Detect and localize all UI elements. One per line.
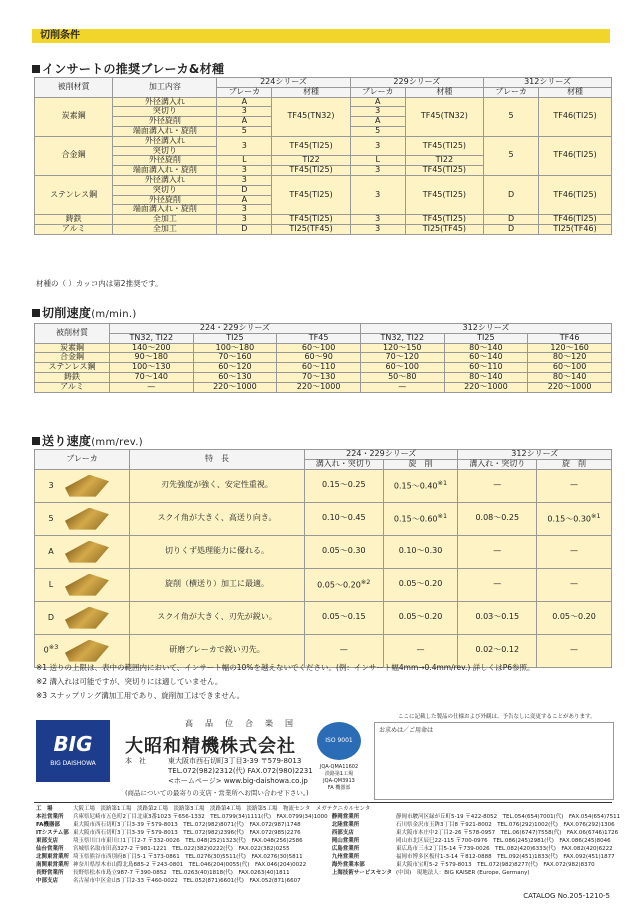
- office-name: 長野営業所: [36, 870, 64, 876]
- cell: 70～130: [277, 372, 361, 382]
- cell: —: [360, 382, 444, 392]
- office-info: 東大阪市本庄中2丁目2-26 〒578-0957 TEL.06(6747)7558(代) FAX.06(6746)1726: [395, 830, 619, 836]
- insert-icon: [65, 640, 109, 662]
- cell: 100～130: [110, 363, 194, 373]
- office-name: 南関東営業所: [36, 862, 70, 868]
- cell: L: [350, 156, 405, 166]
- row-proc: 外径溝入れ: [113, 175, 217, 185]
- hq-tel: TEL.072(982)2312(代) FAX.072(980)2231: [168, 767, 313, 775]
- cell: 0.05～0.15: [305, 601, 384, 634]
- office-name: 工 場: [36, 806, 53, 812]
- office-name: 西部支店: [331, 830, 354, 836]
- feature: スクイ角が大きく、刃先が鋭い。: [130, 601, 305, 634]
- office-name: FA機器部: [36, 822, 60, 828]
- t1-note: 材種の（ ）カッコ内は第2推奨です。: [36, 279, 163, 288]
- th-c: TN32, TI22: [360, 333, 444, 343]
- feed-rate-table: [34, 449, 612, 668]
- cell: [383, 502, 458, 535]
- cell-value: 0.15～0.40: [393, 481, 438, 491]
- hq-label: 本 社: [125, 757, 146, 765]
- company-logo: [36, 720, 110, 782]
- cell: 5: [350, 126, 405, 136]
- cell: 50～80: [360, 372, 444, 382]
- th-g1: 材種: [272, 87, 350, 97]
- th-c: TF45: [277, 333, 361, 343]
- office-info: 東大阪市西石切町3丁目3-39 〒579-8013 TEL.072(982)8071(代) FAX.072(987)1748: [73, 822, 301, 828]
- office-info: (中国) 現地法人：BIG KAISER (Europe, Germany): [395, 870, 530, 876]
- row-proc: 端面溝入れ・旋削: [113, 126, 217, 136]
- section-tag: 切削条件: [32, 29, 610, 43]
- cell: 3: [217, 107, 272, 117]
- th-g3: 材種: [539, 87, 612, 97]
- cell: 60～100: [277, 343, 361, 353]
- office-info: 東大阪市宝町5-2 〒579-8013 TEL.072(982)8277(代) FAX.072(982)8370: [395, 862, 595, 868]
- breaker-code: 3: [48, 481, 54, 491]
- th-c: TI25: [193, 333, 277, 343]
- office-name: 上海技術サービスセンタ: [331, 870, 392, 876]
- slogan: 高品位合楽国: [185, 719, 305, 728]
- t1-title: インサートの推奨ブレーカ&材種: [32, 60, 224, 77]
- iso-line: 淡路第1工場: [324, 771, 354, 777]
- th-312: 312シリーズ: [484, 78, 612, 88]
- row-proc: 突切り: [113, 185, 217, 195]
- cell: 220～1000: [444, 382, 528, 392]
- th-g: 溝入れ・突切り: [458, 459, 537, 469]
- th-s1: 224・229シリーズ: [110, 324, 361, 334]
- th-b2: ブレーカ: [350, 87, 405, 97]
- cell: —: [458, 535, 537, 568]
- website: <ホームページ> www.big-daishowa.co.jp: [168, 777, 308, 785]
- cell: TF45(TN32): [272, 97, 350, 136]
- cell: 5: [217, 126, 272, 136]
- row-mat: 鋳鉄: [35, 215, 113, 225]
- th-c: TF46: [528, 333, 612, 343]
- feature: 切りくず処理能力に優れる。: [130, 535, 305, 568]
- row-proc: 外径旋削: [113, 117, 217, 127]
- cell: D: [217, 224, 272, 234]
- cell: 0.10～0.45: [305, 502, 384, 535]
- breaker-code: D: [47, 613, 55, 623]
- cell: 0.05～0.30: [305, 535, 384, 568]
- cell: 60～140: [444, 353, 528, 363]
- cell: 220～1000: [277, 382, 361, 392]
- office-info: 静岡市駿河区緑が丘町5-19 〒422-8052 TEL.054(654)7001(代) FAX.054(654)7511: [395, 814, 621, 820]
- office-name: 広島営業所: [331, 846, 360, 852]
- cell: [305, 568, 384, 601]
- cell: TF45(TI25): [405, 215, 483, 225]
- office-info: 福岡市博多区板付1-3-14 〒812-0888 TEL.092(451)1833(代) FAX.092(451)1877: [395, 854, 615, 860]
- row-proc: 外径旋削: [113, 195, 217, 205]
- row-mat: ステンレス鋼: [35, 175, 113, 214]
- office-name: 海外営業本部: [331, 862, 365, 868]
- office-name: 静岡営業所: [331, 814, 360, 820]
- iso-line: JQA-QM3913: [323, 778, 355, 784]
- row-proc: 突切り: [113, 146, 217, 156]
- office-name: 中部支店: [36, 878, 59, 884]
- cell: 220～1000: [528, 382, 612, 392]
- t3-note-1: ※1 送りの上限は、表中の範囲内において、インサート幅の10%を越えないでください。(例：インサート幅4mm→0.4mm/rev.) 詳しくはP6参照。: [36, 663, 535, 672]
- breaker-code: [37, 644, 65, 655]
- breaker-code: L: [48, 580, 54, 590]
- footnote-mark: ※1: [437, 511, 448, 520]
- cell: 0.10～0.30: [383, 535, 458, 568]
- cell: 140～200: [110, 343, 194, 353]
- cell: 3: [217, 205, 272, 215]
- cell: 80～140: [444, 343, 528, 353]
- th-s1: 224・229シリーズ: [305, 450, 458, 460]
- cell-value: 0.15～0.30: [547, 514, 592, 524]
- cell: 60～110: [444, 363, 528, 373]
- th-c: TI25: [444, 333, 528, 343]
- cell: 3: [217, 175, 272, 185]
- iso-label: ISO 9001: [325, 737, 353, 744]
- th-mat: 被削材質: [35, 78, 113, 98]
- cell: 60～130: [193, 372, 277, 382]
- cell: A: [217, 97, 272, 107]
- cell: 5: [484, 97, 539, 136]
- th-breaker: ブレーカ: [35, 450, 130, 470]
- th-g: 溝入れ・突切り: [305, 459, 384, 469]
- row-mat: 鋳鉄: [35, 372, 110, 382]
- feature: 刃先強度が強く、安定性重視。: [130, 469, 305, 502]
- cell: TF45(TI25): [405, 166, 483, 176]
- cell: L: [217, 156, 272, 166]
- cell: TF45(TI25): [272, 166, 350, 176]
- cell: 70～120: [360, 353, 444, 363]
- cell: 0.05～0.20: [537, 601, 612, 634]
- iso-badge: [317, 722, 361, 760]
- th-224: 224シリーズ: [217, 78, 350, 88]
- cell: TI25(TF45): [405, 224, 483, 234]
- hq-address: 東大阪市西石切町3丁目3-39 〒579-8013: [168, 757, 302, 765]
- cell: 3: [350, 107, 405, 117]
- cell: 60～90: [277, 353, 361, 363]
- cell: A: [217, 117, 272, 127]
- breaker-code-value: 0: [43, 646, 49, 656]
- row-proc: 突切り: [113, 107, 217, 117]
- cell: 0.02～0.12: [458, 634, 537, 667]
- row-proc: 端面溝入れ・旋削: [113, 166, 217, 176]
- office-info: 兵庫県尼崎市五色町2丁目北東3番1023 〒656-1332 TEL.0799(34)1111(代) FAX.0799(34)1000: [73, 814, 328, 820]
- cell: 3: [350, 175, 405, 214]
- office-name: 北陸営業所: [331, 822, 360, 828]
- cell: 0.15～0.25: [305, 469, 384, 502]
- insert-icon: [65, 607, 109, 629]
- th-proc: 加工内容: [113, 78, 217, 98]
- cell: TI25(TF46): [539, 224, 612, 234]
- breaker-cell: [35, 601, 130, 634]
- cell: 120～160: [528, 343, 612, 353]
- cell: 3: [217, 166, 272, 176]
- row-mat: 合金鋼: [35, 136, 113, 175]
- row-proc: 全加工: [113, 224, 217, 234]
- office-info: 名古屋市中区金山5丁目2-33 〒460-0022 TEL.052(871)6601(代) FAX.052(871)6607: [73, 878, 301, 884]
- breaker-code: A: [48, 547, 54, 557]
- cell: 3: [217, 136, 272, 156]
- company-name: 大昭和精機株式会社: [125, 736, 296, 757]
- cell: TI22: [405, 156, 483, 166]
- cell: 3: [217, 215, 272, 225]
- th-t: 旋 削: [383, 459, 458, 469]
- cell: TI22: [272, 156, 350, 166]
- disclaimer: ここに記載した製品の仕様および外観は、予告なしに変更することがあります。: [398, 714, 596, 720]
- cell: TF46(TI25): [539, 97, 612, 136]
- breaker-cell: [35, 568, 130, 601]
- cell: 60～110: [277, 363, 361, 373]
- web-note: (商品についての最寄りの支店・営業所へお問い合わせ下さい。): [125, 789, 309, 797]
- cell-value: 0.15～0.60: [393, 514, 438, 524]
- feature: 研磨ブレーカで鋭い刃先。: [130, 634, 305, 667]
- breaker-cell: [35, 535, 130, 568]
- th-s2: 312シリーズ: [458, 450, 612, 460]
- cell: 90～180: [110, 353, 194, 363]
- cell: 60～100: [360, 363, 444, 373]
- cell: D: [217, 185, 272, 195]
- t3-note-2: ※2 溝入れは可能ですが、突切りには適していません。: [36, 677, 223, 686]
- t3-title: 送り速度(mm/rev.): [32, 432, 143, 449]
- cell: 0.05～0.20: [383, 568, 458, 601]
- cell: 3: [350, 166, 405, 176]
- row-mat: 炭素鋼: [35, 97, 113, 136]
- office-name: 東部支店: [36, 838, 59, 844]
- cell: 3: [350, 136, 405, 156]
- office-info: 神奈川県厚木市山際北島885-2 〒243-0801 TEL.046(204)0055(代) FAX.046(204)0022: [73, 862, 307, 868]
- cell: TF45(TI25): [272, 136, 350, 156]
- row-mat: アルミ: [35, 382, 110, 392]
- th-feat: 特 長: [130, 450, 305, 470]
- feature: 旋削（横送り）加工に最適。: [130, 568, 305, 601]
- office-info: 石川県金沢市玉鉾3丁目8 〒921-8002 TEL.076(292)1002(代) FAX.076(292)1306: [395, 822, 615, 828]
- office-info: 東大阪市西石切町3丁目3-39 〒579-8013 TEL.072(982)2396(代) FAX.072(985)2276: [73, 830, 301, 836]
- footnote-mark: ※1: [437, 478, 448, 487]
- iso-info: [309, 764, 369, 792]
- cell-value: 0.05～0.20: [317, 580, 361, 590]
- cell: TF46(TI25): [539, 175, 612, 214]
- cutting-speed-table: [34, 323, 612, 393]
- th-mat: 被削材質: [35, 324, 110, 344]
- cell: 220～1000: [193, 382, 277, 392]
- cell: 0.03～0.15: [458, 601, 537, 634]
- t3-note-3: ※3 スナップリング溝加工用であり、旋削加工はできません。: [36, 691, 245, 700]
- cell: 60～120: [193, 363, 277, 373]
- cell: TF45(TN32): [405, 97, 483, 136]
- th-t: 旋 削: [537, 459, 612, 469]
- iso-line: FA 機器部: [327, 785, 351, 791]
- cell: 0.05～0.20: [383, 601, 458, 634]
- office-name: 仙台営業所: [36, 846, 64, 852]
- breaker-code: 5: [48, 514, 54, 524]
- cell: 0.08～0.25: [458, 502, 537, 535]
- row-proc: 外径溝入れ: [113, 97, 217, 107]
- office-info: 埼玉県熊谷市西別府8丁目5-1 〒373-0861 TEL.0276(30)5511(代) FAX.0276(30)5811: [73, 854, 303, 860]
- cell: TF45(TI25): [405, 136, 483, 156]
- cell: —: [537, 634, 612, 667]
- footnote-mark: ※2: [360, 577, 371, 586]
- office-name: 岡山営業所: [331, 838, 360, 844]
- cell: 80～140: [528, 372, 612, 382]
- stamp-box: [374, 722, 614, 800]
- insert-icon: [65, 541, 109, 563]
- office-info: 東広島市三永2丁目5-14 〒739-0026 TEL.082(420)6333(代) FAX.082(420)6222: [395, 846, 613, 852]
- cell: 3: [350, 215, 405, 225]
- office-info: 大阪工場 淡路第1工場 淡路第2工場 淡路第3工場 淡路第4工場 淡路第5工場 物流センタ メガテクニカルセンタ: [73, 806, 371, 812]
- insert-icon: [65, 508, 109, 530]
- cell: D: [484, 175, 539, 214]
- cell: 120～150: [360, 343, 444, 353]
- cell: A: [350, 117, 405, 127]
- t2-title: 切削速度(m/min.): [32, 304, 137, 321]
- cell: —: [537, 469, 612, 502]
- th-b1: ブレーカ: [217, 87, 272, 97]
- insert-icon: [65, 574, 109, 596]
- cell: —: [110, 382, 194, 392]
- cell: 70～160: [193, 353, 277, 363]
- breaker-cell: [35, 469, 130, 502]
- row-mat: 炭素鋼: [35, 343, 110, 353]
- cell: —: [458, 469, 537, 502]
- cell: —: [537, 535, 612, 568]
- breaker-cell: [35, 502, 130, 535]
- cell: 100～180: [193, 343, 277, 353]
- office-info: 宮城県名取市田高327-2 〒981-1221 TEL.022(382)0222(代) FAX.022(382)0255: [73, 846, 290, 852]
- cell: 3: [350, 224, 405, 234]
- cell: 70～140: [110, 372, 194, 382]
- row-mat: アルミ: [35, 224, 113, 234]
- cell: —: [305, 634, 384, 667]
- th-g2: 材種: [405, 87, 483, 97]
- office-name: 北関東営業所: [36, 854, 70, 860]
- cell: TF45(TI25): [272, 215, 350, 225]
- office-info: 埼玉県川口市東川口1丁目2-7 〒332-0026 TEL.048(252)1323(代) FAX.048(256)2586: [73, 838, 303, 844]
- footer-offices: [34, 805, 622, 885]
- cell: 80～120: [528, 353, 612, 363]
- cell: —: [458, 568, 537, 601]
- office-name: 本社営業所: [36, 814, 64, 820]
- office-name: 九州営業所: [331, 854, 360, 860]
- row-proc: 全加工: [113, 215, 217, 225]
- row-proc: 外径旋削: [113, 156, 217, 166]
- cell: —: [537, 568, 612, 601]
- stamp-label: お求めは／ご用命は: [379, 727, 434, 734]
- cell: [537, 502, 612, 535]
- insert-icon: [65, 475, 109, 497]
- cell: 60～100: [528, 363, 612, 373]
- footnote-mark: ※1: [591, 511, 601, 520]
- iso-line: JQA-QMA11602: [319, 764, 359, 770]
- cell: TI25(TF45): [272, 224, 350, 234]
- cell: TF45(TI25): [272, 175, 350, 214]
- cell: A: [217, 195, 272, 205]
- th-c: TN32, TI22: [110, 333, 194, 343]
- office-info: 長野県松本市島立987-7 〒390-0852 TEL.0263(40)1818(代) FAX.0263(40)1811: [73, 870, 290, 876]
- th-229: 229シリーズ: [350, 78, 483, 88]
- th-s2: 312シリーズ: [360, 324, 611, 334]
- breaker-grade-table: [34, 77, 612, 235]
- row-mat: 合金鋼: [35, 353, 110, 363]
- cell: 5: [484, 136, 539, 175]
- cell: D: [484, 215, 539, 225]
- cell: 80～140: [444, 372, 528, 382]
- row-proc: 端面溝入れ・旋削: [113, 205, 217, 215]
- catalog-number: CATALOG No.205-1210-5: [523, 892, 610, 900]
- footnote-mark: ※3: [48, 643, 59, 652]
- th-b3: ブレーカ: [484, 87, 539, 97]
- cell: TF45(TI25): [405, 175, 483, 214]
- footer-rule: [34, 802, 612, 803]
- cell: [383, 469, 458, 502]
- office-name: ITシステム部: [36, 830, 69, 836]
- cell: D: [484, 224, 539, 234]
- row-mat: ステンレス鋼: [35, 363, 110, 373]
- cell: —: [383, 634, 458, 667]
- logo-sub: BIG DAISHOWA: [50, 760, 96, 767]
- logo-text: BIG: [53, 732, 93, 756]
- cell: A: [350, 97, 405, 107]
- row-proc: 外径溝入れ: [113, 136, 217, 146]
- feature: スクイ角が大きく、高送り向き。: [130, 502, 305, 535]
- cell: TF46(TI25): [539, 136, 612, 175]
- cell: TF46(TI25): [539, 215, 612, 225]
- office-info: 岡山市北区辰巳22-115 〒700-0976 TEL.086(245)2981(代) FAX.086(245)8046: [395, 838, 611, 844]
